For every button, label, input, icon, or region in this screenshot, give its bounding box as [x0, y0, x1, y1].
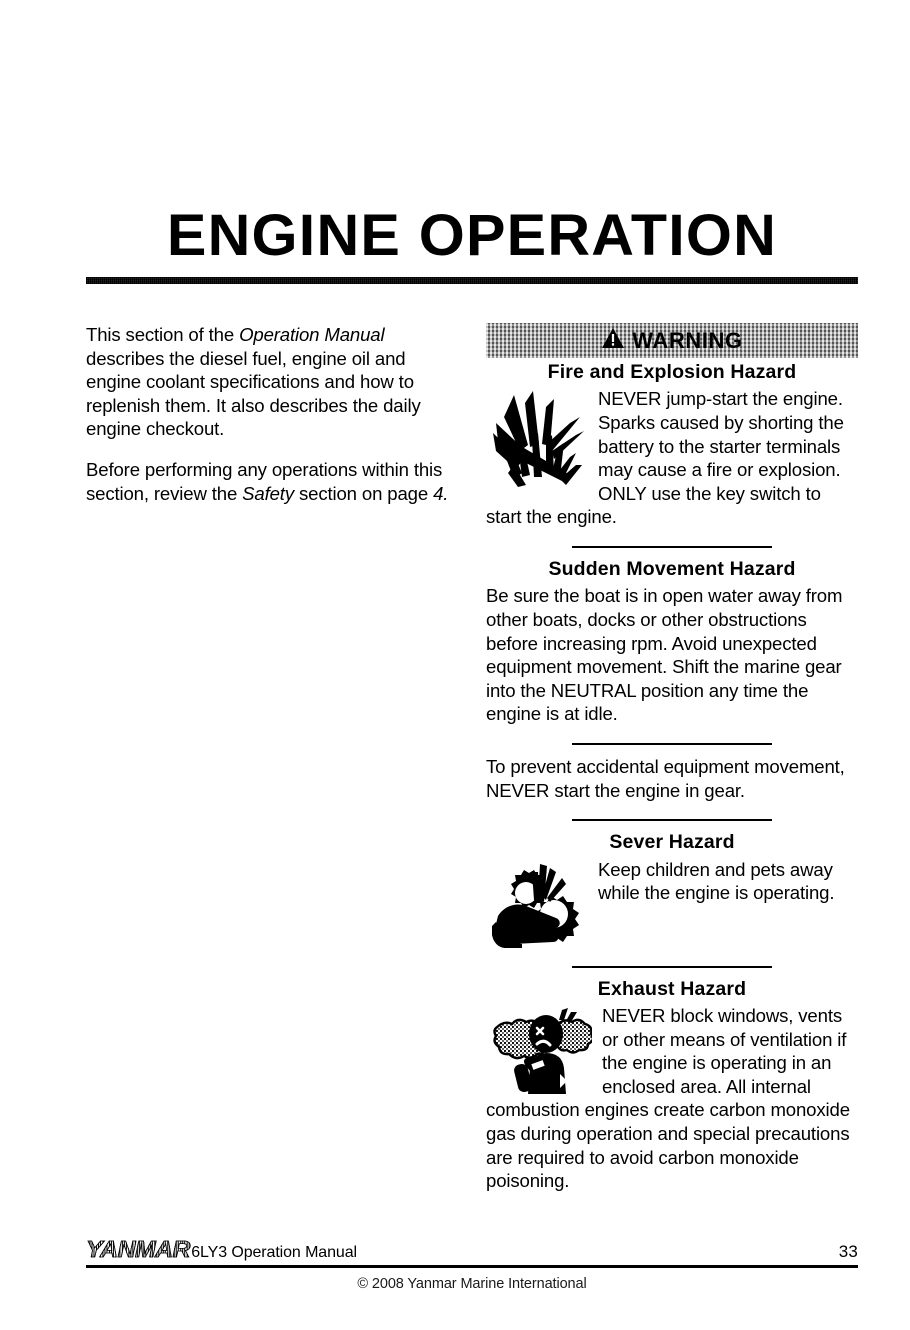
paragraph-segment-italic: . [443, 482, 449, 504]
hazard-heading-sever: Sever Hazard [609, 831, 735, 854]
yanmar-logo-text: YANMAR [86, 1236, 190, 1262]
warning-banner-label: WARNING [632, 327, 743, 353]
yanmar-logo [86, 1236, 190, 1262]
page-title-block [86, 203, 858, 284]
paragraph-segment: Before performing any operations within this section, review the [86, 458, 443, 504]
hazard-separator-rule [572, 743, 772, 745]
footer-copyright: © 2008 Yanmar Marine International [357, 1276, 587, 1292]
warning-triangle-icon [601, 327, 625, 354]
hazard-body-sudden-movement: Be sure the boat is in open water away from other boats, docks or other obstructions before increasing rpm. Avoid unexpected equipment movement. Shift the marine gear into the NEUTRAL position any time the engine is at idle. [486, 585, 843, 725]
footer-manual-name: 6LY3 Operation Manual [191, 1244, 357, 1261]
hazard-text: NEVER jump-start the engine. Sparks caused by shorting the battery to the starter terminals may cause a fire or explosion. ONLY use the key switch to start the engine. [486, 388, 844, 528]
paragraph-segment-italic: 4 [433, 482, 444, 504]
footer-page-number: 33 [838, 1242, 858, 1261]
intro-paragraph-2 [86, 458, 458, 505]
hazard-separator-rule [572, 546, 772, 548]
footer-left-group [86, 1238, 357, 1262]
hazard-text: Keep children and pets away while the engine is operating. [598, 858, 835, 904]
warning-banner-inner [601, 327, 743, 354]
paragraph-segment: describes the diesel fuel, engine oil and engine coolant specifications and how to replenish them. It also describes the daily engine checkout. [86, 347, 421, 440]
hazard-body-fire-explosion [486, 387, 858, 529]
footer-row [86, 1238, 858, 1264]
spark-explosion-icon [492, 389, 588, 489]
footer-rule [86, 1265, 858, 1268]
warning-banner [486, 323, 858, 358]
left-text-column [86, 323, 458, 505]
paragraph-segment: This section of the [86, 324, 240, 345]
hazard-body-exhaust [486, 1004, 858, 1193]
hazard-heading-exhaust: Exhaust Hazard [597, 977, 747, 1000]
page-footer [86, 1238, 858, 1292]
hazard-text: NEVER block windows, vents or other means of ventilation if the engine is operating in an enclosed area. All internal combustion engines create carbon monoxide gas during operation and special precautions are required to avoid carbon monoxide poisoning. [486, 1005, 850, 1192]
paragraph-segment-italic: Operation Manual [239, 324, 385, 345]
paragraph-segment-italic: Safety [242, 482, 294, 504]
hazard-heading-fire-explosion: Fire and Explosion Hazard [547, 361, 797, 383]
intro-paragraph-1 [86, 323, 458, 441]
hazard-heading-sudden-movement: Sudden Movement Hazard [548, 557, 796, 580]
hazard-separator-rule [572, 819, 772, 821]
title-underline-rule [86, 277, 858, 284]
hazard-separator-rule [572, 966, 772, 968]
warning-column [486, 323, 858, 1193]
paragraph-segment: section on page [293, 482, 434, 504]
page-title: ENGINE OPERATION [166, 203, 778, 268]
hazard-body-start-in-gear: To prevent accidental equipment movement, NEVER start the engine in gear. [486, 755, 845, 801]
exhaust-fumes-icon [492, 1006, 592, 1096]
hazard-body-sever [486, 858, 858, 949]
hand-gears-icon [492, 860, 588, 948]
